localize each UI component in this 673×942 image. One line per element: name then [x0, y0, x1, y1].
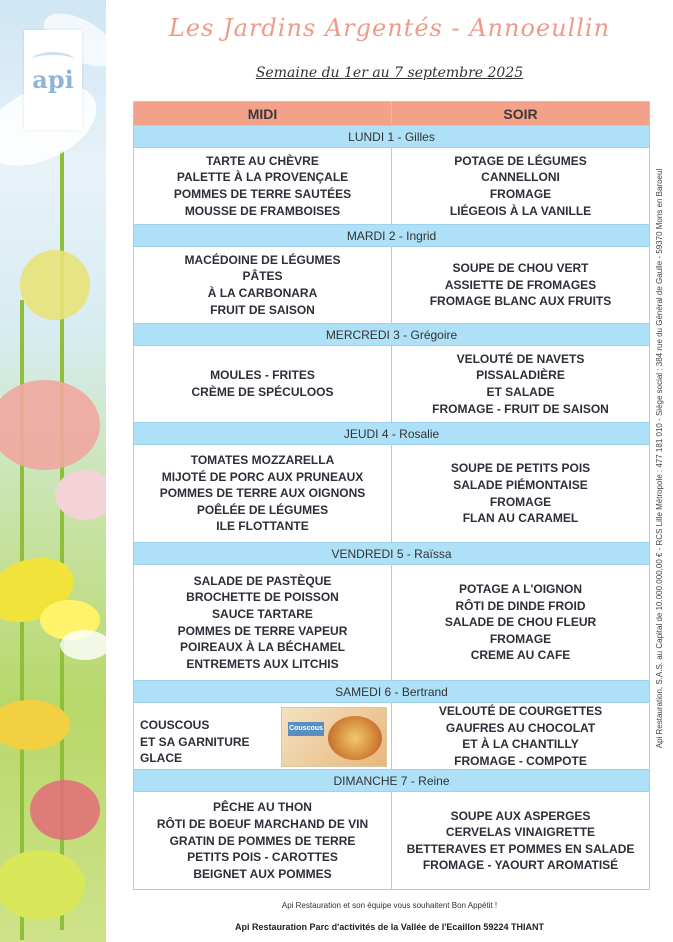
lunch-cell	[134, 703, 392, 770]
lunch-item: MACÉDOINE DE LÉGUMES	[184, 252, 341, 267]
dinner-item: PISSALADIÈRE	[476, 368, 565, 383]
dinner-cell	[392, 346, 650, 423]
lunch-item: BEIGNET AUX POMMES	[193, 866, 332, 881]
dinner-item: FROMAGE	[489, 631, 552, 646]
couscous-photo: Couscous	[281, 707, 387, 767]
dinner-item: SOUPE AUX ASPERGES	[450, 808, 591, 823]
lunch-item: MOUSSE DE FRAMBOISES	[184, 203, 341, 218]
page-title: Les Jardins Argentés - Annoeullin	[168, 14, 611, 42]
day-label: VENDREDI 5 - Raïssa	[134, 543, 650, 565]
lunch-cell	[134, 247, 392, 324]
dinner-item: ET À LA CHANTILLY	[462, 737, 579, 752]
lunch-cell	[134, 346, 392, 423]
lunch-cell	[134, 148, 392, 225]
header-lunch: MIDI	[134, 102, 392, 126]
dinner-item: CREME AU CAFE	[470, 648, 571, 663]
footer-address: Api Restauration Parc d'activités de la Vallée de l'Ecaillon 59224 THIANT	[235, 922, 544, 932]
dinner-item: LIÉGEOIS À LA VANILLE	[449, 203, 592, 218]
lunch-item: CRÈME DE SPÉCULOOS	[191, 385, 334, 399]
day-label: MARDI 2 - Ingrid	[134, 225, 650, 247]
lunch-item: ET SA GARNITURE	[140, 734, 250, 749]
dinner-cell	[392, 148, 650, 225]
dinner-item: BETTERAVES ET POMMES EN SALADE	[406, 841, 635, 856]
day-label: MERCREDI 3 - Grégoire	[134, 324, 650, 346]
lunch-cell	[134, 565, 392, 681]
lunch-item: POIREAUX À LA BÉCHAMEL	[180, 640, 345, 655]
dinner-item: VELOUTÉ DE NAVETS	[456, 351, 585, 366]
dinner-item: FROMAGE - YAOURT AROMATISÉ	[422, 858, 619, 873]
lunch-item: PÊCHE AU THON	[213, 800, 312, 815]
day-label: DIMANCHE 7 - Reine	[134, 770, 650, 792]
dinner-item: CANNELLONI	[481, 170, 560, 185]
footer-greeting: Api Restauration et son équipe vous souhaitent Bon Appétit !	[281, 901, 498, 910]
lunch-item: GLACE	[140, 751, 182, 766]
dinner-item: SALADE PIÉMONTAISE	[453, 477, 588, 492]
dinner-item: ASSIETTE DE FROMAGES	[444, 277, 597, 292]
dinner-item: POTAGE A L'OIGNON	[458, 582, 583, 597]
dinner-item: FLAN AU CARAMEL	[462, 511, 579, 526]
dinner-cell	[392, 445, 650, 543]
lunch-item: TOMATES MOZZARELLA	[190, 453, 335, 468]
lunch-item: COUSCOUS	[140, 718, 210, 732]
dinner-item: FROMAGE	[489, 494, 552, 509]
legal-side-text: Api Restauration, S.A.S. au Capital de 10.000.000,00 € - RCS Lille Métropole : 477 181 010 - Siège social : 384 rue du Général de Gaulle - 59370 Mons en Baroeul	[655, 168, 664, 749]
lunch-item: POMMES DE TERRE VAPEUR	[177, 623, 348, 638]
lunch-cell	[134, 445, 392, 543]
lunch-item: PÂTES	[242, 269, 283, 284]
dinner-cell	[392, 792, 650, 890]
lunch-item: SALADE DE PASTÈQUE	[193, 573, 332, 588]
lunch-item: POÊLÉE DE LÉGUMES	[196, 502, 329, 517]
flower-strip	[0, 0, 106, 942]
dinner-cell	[392, 703, 650, 770]
lunch-item: RÔTI DE BOEUF MARCHAND DE VIN	[156, 816, 369, 831]
dinner-item: RÔTI DE DINDE FROID	[455, 598, 586, 613]
dinner-cell	[392, 565, 650, 681]
day-label: LUNDI 1 - Gilles	[134, 126, 650, 148]
dinner-item: ET SALADE	[486, 385, 555, 399]
lunch-item: BROCHETTE DE POISSON	[186, 590, 339, 605]
day-label: JEUDI 4 - Rosalie	[134, 423, 650, 445]
dinner-item: SOUPE DE PETITS POIS	[450, 461, 591, 476]
dinner-item: GAUFRES AU CHOCOLAT	[445, 720, 596, 735]
lunch-item: FRUIT DE SAISON	[210, 302, 315, 317]
lunch-item: PETITS POIS - CAROTTES	[187, 850, 338, 865]
dinner-item: CERVELAS VINAIGRETTE	[445, 825, 596, 840]
lunch-item: À LA CARBONARA	[207, 286, 318, 300]
lunch-item: POMMES DE TERRE AUX OIGNONS	[159, 486, 366, 501]
dinner-item: SALADE DE CHOU FLEUR	[444, 615, 597, 630]
lunch-item: ILE FLOTTANTE	[216, 519, 309, 534]
dinner-item: POTAGE DE LÉGUMES	[454, 153, 587, 168]
lunch-item: MOULES - FRITES	[210, 368, 315, 383]
day-label: SAMEDI 6 - Bertrand	[134, 681, 650, 703]
dinner-item: FROMAGE - FRUIT DE SAISON	[432, 401, 609, 416]
header-dinner: SOIR	[392, 102, 650, 126]
lunch-item: GRATIN DE POMMES DE TERRE	[169, 833, 356, 848]
lunch-item: SAUCE TARTARE	[212, 606, 313, 621]
lunch-item: POMMES DE TERRE SAUTÉES	[173, 187, 352, 201]
lunch-cell	[134, 792, 392, 890]
dinner-item: SOUPE DE CHOU VERT	[452, 261, 589, 276]
api-logo: api	[24, 30, 82, 130]
dinner-item: FROMAGE BLANC AUX FRUITS	[429, 294, 612, 309]
lunch-item: ENTREMETS AUX LITCHIS	[186, 656, 339, 671]
dinner-item: FROMAGE	[489, 187, 552, 201]
lunch-item: MIJOTÉ DE PORC AUX PRUNEAUX	[161, 469, 364, 484]
dinner-item: FROMAGE - COMPOTE	[454, 753, 587, 768]
week-subtitle: Semaine du 1er au 7 septembre 2025	[255, 65, 524, 81]
lunch-item: TARTE AU CHÈVRE	[206, 153, 319, 168]
dinner-item: VELOUTÉ DE COURGETTES	[438, 704, 603, 718]
menu-table	[133, 101, 650, 890]
dinner-cell	[392, 247, 650, 324]
lunch-item: PALETTE À LA PROVENÇALE	[176, 170, 349, 185]
